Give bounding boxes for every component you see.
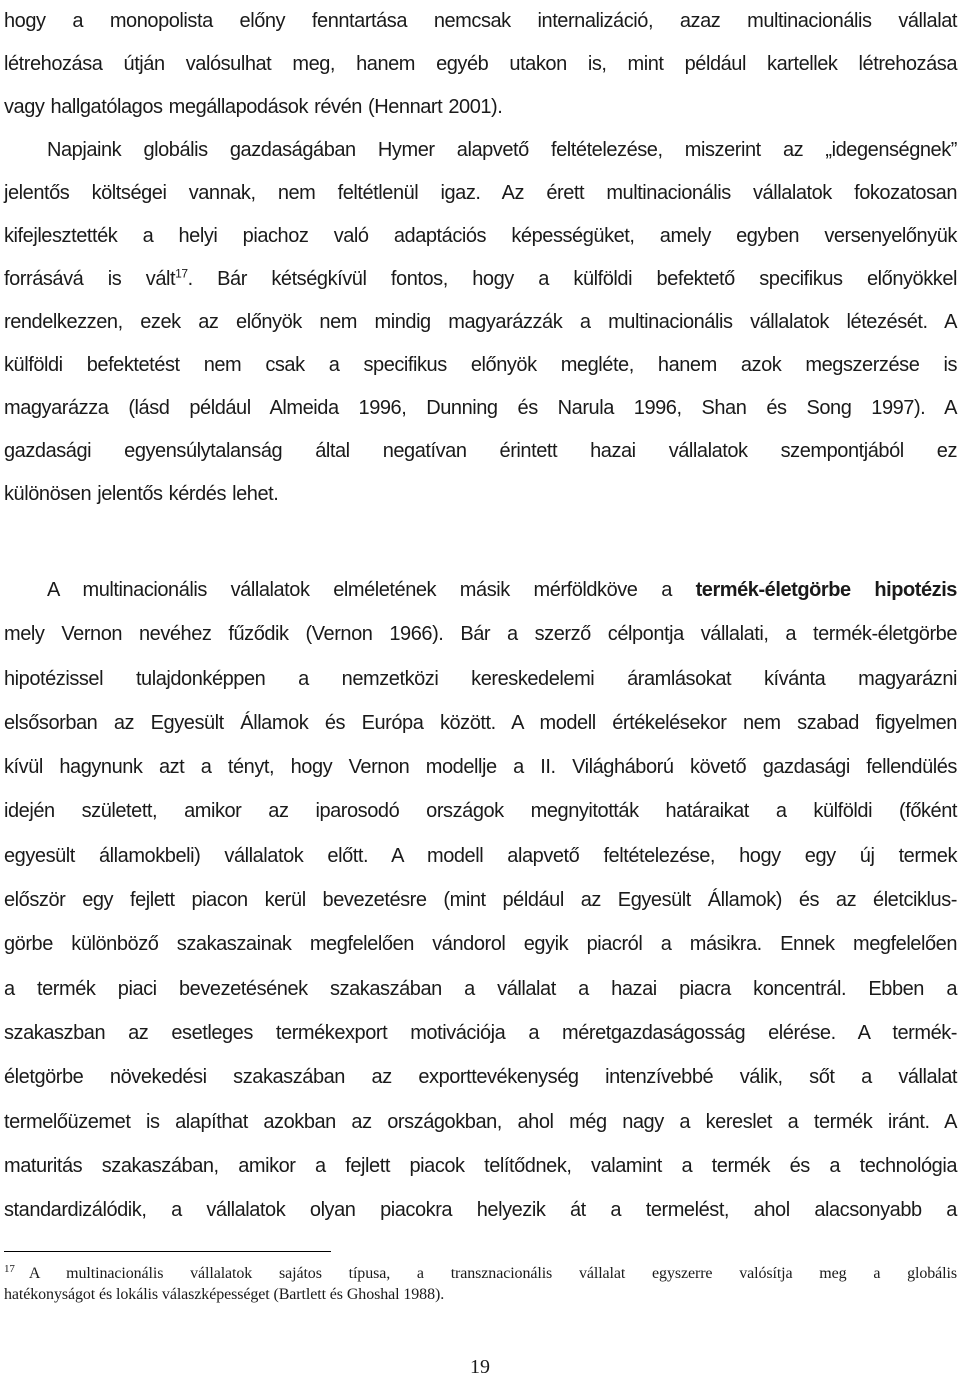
footnote-reference: 17	[175, 266, 188, 281]
footnote-text: A multinacionális vállalatok sajátos típusa, a transznacionális vállalat egyszerre valósítja meg a globális	[28, 1265, 957, 1282]
text-segment: forrásává is vált	[4, 268, 176, 290]
text-line-with-bold-term	[4, 568, 957, 612]
text-line: termelőüzemet is alapíthat azokban az országokban, ahol még nagy a kereslet a termék iránt. A	[4, 1110, 957, 1133]
footnote-line: hatékonyságot és lokális válaszképességet (Bartlett és Ghoshal 1988).	[4, 1286, 445, 1303]
text-segment: . Bár kétségkívül fontos, hogy a külföldi befektető specifikus előnyökkel	[187, 268, 957, 290]
text-line: gazdasági egyensúlytalanság által negatívan érintett hazai vállalatok szempontjából ez	[4, 440, 957, 462]
text-line: hipotézissel tulajdonképpen a nemzetközi kereskedelemi áramlásokat kívánta magyarázni	[4, 667, 957, 690]
text-line: kívül hagynunk azt a tényt, hogy Vernon modellje a II. Világháború követő gazdasági fellendülés	[4, 756, 957, 779]
page-number: 19	[470, 1356, 490, 1378]
text-line: a termék piaci bevezetésének szakaszában a vállalat a hazai piacra koncentrál. Ebben a	[4, 977, 957, 1000]
text-line: magyarázza (lásd például Almeida 1996, Dunning és Narula 1996, Shan és Song 1997). A	[4, 397, 957, 419]
text-line: mely Vernon nevéhez fűződik (Vernon 1966). Bár a szerző célpontja vállalati, a termék-életgörbe	[4, 623, 957, 646]
text-line: hogy a monopolista előny fenntartása nemcsak internalizáció, azaz multinacionális vállalat	[4, 10, 957, 32]
text-line: Napjaink globális gazdaságában Hymer alapvető feltételezése, miszerint az „idegenségnek”	[47, 139, 957, 161]
paragraph-2	[4, 568, 957, 1232]
text-line: idején született, amikor az iparosodó országok megnyitották határaikat a külföldi (főként	[4, 800, 957, 823]
text-line: jelentős költségei vannak, nem feltétlenül igaz. Az érett multinacionális vállalatok fokozatosan	[4, 182, 957, 204]
text-line: külföldi befektetést nem csak a specifikus előnyök megléte, hanem azok megszerzése is	[4, 354, 957, 376]
text-line: életgörbe növekedési szakaszában az exporttevékenység intenzívebbé válik, sőt a vállalat	[4, 1066, 957, 1089]
text-line: először egy fejlett piacon kerül bevezetésre (mint például az Egyesült Államok) és az életciklus-	[4, 889, 957, 912]
text-line: létrehozása útján valósulhat meg, hanem egyéb utakon is, mint például kartellek létrehozása	[4, 53, 957, 75]
text-line: kifejlesztették a helyi piachoz való adaptációs képességüket, amely egyben versenyelőnyük	[4, 225, 957, 247]
bold-term: termék-életgörbe hipotézis	[695, 579, 957, 601]
text-line: különösen jelentős kérdés lehet.	[4, 483, 279, 505]
footnote	[4, 1263, 957, 1305]
text-segment: A multinacionális vállalatok elméletének másik mérföldköve a	[47, 579, 696, 601]
footnote-separator	[4, 1251, 331, 1252]
text-line: maturitás szakaszában, amikor a fejlett piacok telítődnek, valamint a termék és a technológia	[4, 1154, 957, 1177]
text-line: rendelkezzen, ezek az előnyök nem mindig magyarázzák a multinacionális vállalatok létezését. A	[4, 311, 957, 333]
paragraph-1	[4, 0, 957, 516]
text-line: szakaszban az esetleges termékexport motivációja a méretgazdaságosság elérése. A termék-	[4, 1021, 957, 1044]
text-line: elsősorban az Egyesült Államok és Európa között. A modell értékelésekor nem szabad figyelmen	[4, 711, 957, 734]
footnote-number: 17	[4, 1262, 15, 1275]
text-line-with-footnote	[4, 258, 957, 301]
text-line: egyesült államokbeli) vállalatok előtt. A modell alapvető feltételezése, hogy egy új termek	[4, 844, 957, 867]
footnote-line	[4, 1263, 957, 1284]
text-line: standardizálódik, a vállalatok olyan piacokra helyezik át a termelést, ahol alacsonyabb a	[4, 1199, 957, 1222]
text-line: vagy hallgatólagos megállapodások révén (Hennart 2001).	[4, 96, 503, 118]
text-line: görbe különböző szakaszainak megfelelően vándorol egyik piacról a másikra. Ennek megfelelően	[4, 933, 957, 956]
